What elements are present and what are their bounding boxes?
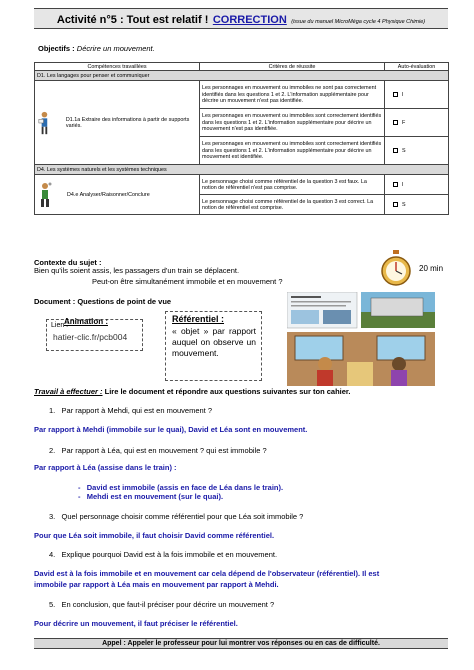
document-title: Questions de point de vue [77, 297, 172, 306]
correction-label: CORRECTION [212, 14, 287, 26]
checkbox-d4-s[interactable]: S [385, 195, 449, 215]
document-label: Document : [34, 297, 76, 306]
answer-3: Pour que Léa soit immobile, il faut choisir David comme référentiel. [34, 531, 275, 540]
answer-5: Pour décrire un mouvement, il faut préciser le référentiel. [34, 619, 238, 628]
animation-label: Animation : [64, 317, 108, 326]
question-4: 4. Explique pourquoi David est à la fois immobile et en mouvement. [49, 550, 278, 559]
section-d1: D1. Les langages pour penser et communiquer [35, 71, 449, 81]
stopwatch-icon [380, 250, 412, 288]
link-url[interactable]: hatier-clic.fr/pcb004 [53, 332, 128, 342]
header-auto-eval: Auto-évaluation [385, 63, 449, 71]
answer-2-david: - David est immobile (assis en face de Léa dans le train). [78, 483, 284, 492]
link-label: Lien : [51, 322, 69, 329]
referentiel-text: « objet » par rapport auquel on observe un mouvement. [172, 326, 256, 358]
work-instruction [34, 387, 351, 396]
criteria-d1-i: Les personnages en mouvement ou immobiles ne sont pas correctement identifiés dans les questions 1 et 2. L'information supplémentaire pour décrire un mouvement n'est pas identifiée. [200, 81, 385, 109]
checkbox-d1-s[interactable]: S [385, 137, 449, 165]
competence-d1 [35, 81, 200, 165]
duration: 20 min [419, 264, 444, 273]
reading-person-icon [37, 110, 52, 136]
competence-d4-text: D4.e Analyser/Raisonner/Conclure [67, 191, 150, 198]
question-1: 1. Par rapport à Mehdi, qui est en mouvement ? [49, 406, 213, 415]
objectives-label: Objectifs : [38, 44, 75, 53]
answer-4-line2: immobile par rapport à Léa mais en mouvement par rapport à Mehdi. [34, 580, 279, 589]
thinking-person-icon [37, 182, 53, 208]
document-heading [34, 297, 171, 306]
checkbox-d1-f[interactable]: F [385, 109, 449, 137]
checkbox-d1-i[interactable]: I [385, 81, 449, 109]
referentiel-label: Référentiel : [172, 314, 225, 324]
answer-2: Par rapport à Léa (assise dans le train) : [34, 463, 177, 472]
header-criteres: Critères de réussite [200, 63, 385, 71]
answer-2-mehdi: - Mehdi est en mouvement (sur le quai). [78, 492, 224, 501]
context-label: Contexte du sujet : [34, 258, 102, 267]
checkbox-d4-i[interactable]: I [385, 175, 449, 195]
criteria-d1-f: Les personnages en mouvement ou immobiles sont correctement identifiés dans les questions 1 et 2. L'information supplémentaire pour décrire un mouvement n'est pas identifiée. [200, 109, 385, 137]
question-3: 3. Quel personnage choisir comme référentiel pour que Léa soit immobile ? [49, 512, 304, 521]
question-5: 5. En conclusion, que faut-il préciser pour décrire un mouvement ? [49, 600, 275, 609]
source-note: (issue du manuel MicroMéga cycle 4 Physique Chimie) [291, 19, 426, 25]
answer-4-line1: David est à la fois immobile et en mouvement car cela dépend de l'observateur (référentiel). Il est [34, 569, 380, 578]
page-title [34, 8, 448, 29]
train-scene-image [287, 292, 435, 386]
context-line2: Peut-on être simultanément immobile et en mouvement ? [92, 277, 283, 286]
footer-call-teacher: Appel : Appeler le professeur pour lui montrer vos réponses ou en cas de difficulté. [34, 638, 448, 649]
competence-d1-text: D1.1a Extraire des informations à partir de supports variés. [65, 116, 190, 129]
activity-title: Activité n°5 : Tout est relatif ! [56, 14, 209, 26]
work-text: Lire le document et répondre aux questions suivantes sur ton cahier. [104, 387, 351, 396]
competence-table [34, 62, 449, 215]
context-line1: Bien qu'ils soient assis, les passagers d'un train se déplacent. [34, 266, 240, 275]
objectives [38, 44, 155, 53]
criteria-d4-s: Le personnage choisi comme référentiel de la question 3 est correct. La notion de référentiel est comprise. [200, 195, 385, 215]
criteria-d4-i: Le personnage choisi comme référentiel de la question 3 est faux. La notion de référentiel n'est pas comprise. [200, 175, 385, 195]
header-competences: Compétences travaillées [35, 63, 200, 71]
objectives-text: Décrire un mouvement. [76, 44, 155, 53]
question-2: 2. Par rapport à Léa, qui est en mouvement ? qui est immobile ? [49, 446, 267, 455]
work-label: Travail à effectuer : [34, 387, 103, 396]
answer-1: Par rapport à Mehdi (immobile sur le quai), David et Léa sont en mouvement. [34, 425, 308, 434]
section-d4: D4. Les systèmes naturels et les systèmes techniques [35, 165, 449, 175]
competence-d4 [35, 175, 200, 215]
criteria-d1-s: Les personnages en mouvement ou immobiles sont correctement identifiés dans les questions 1 et 2. L'information supplémentaire pour décrire un mouvement est identifiée. [200, 137, 385, 165]
